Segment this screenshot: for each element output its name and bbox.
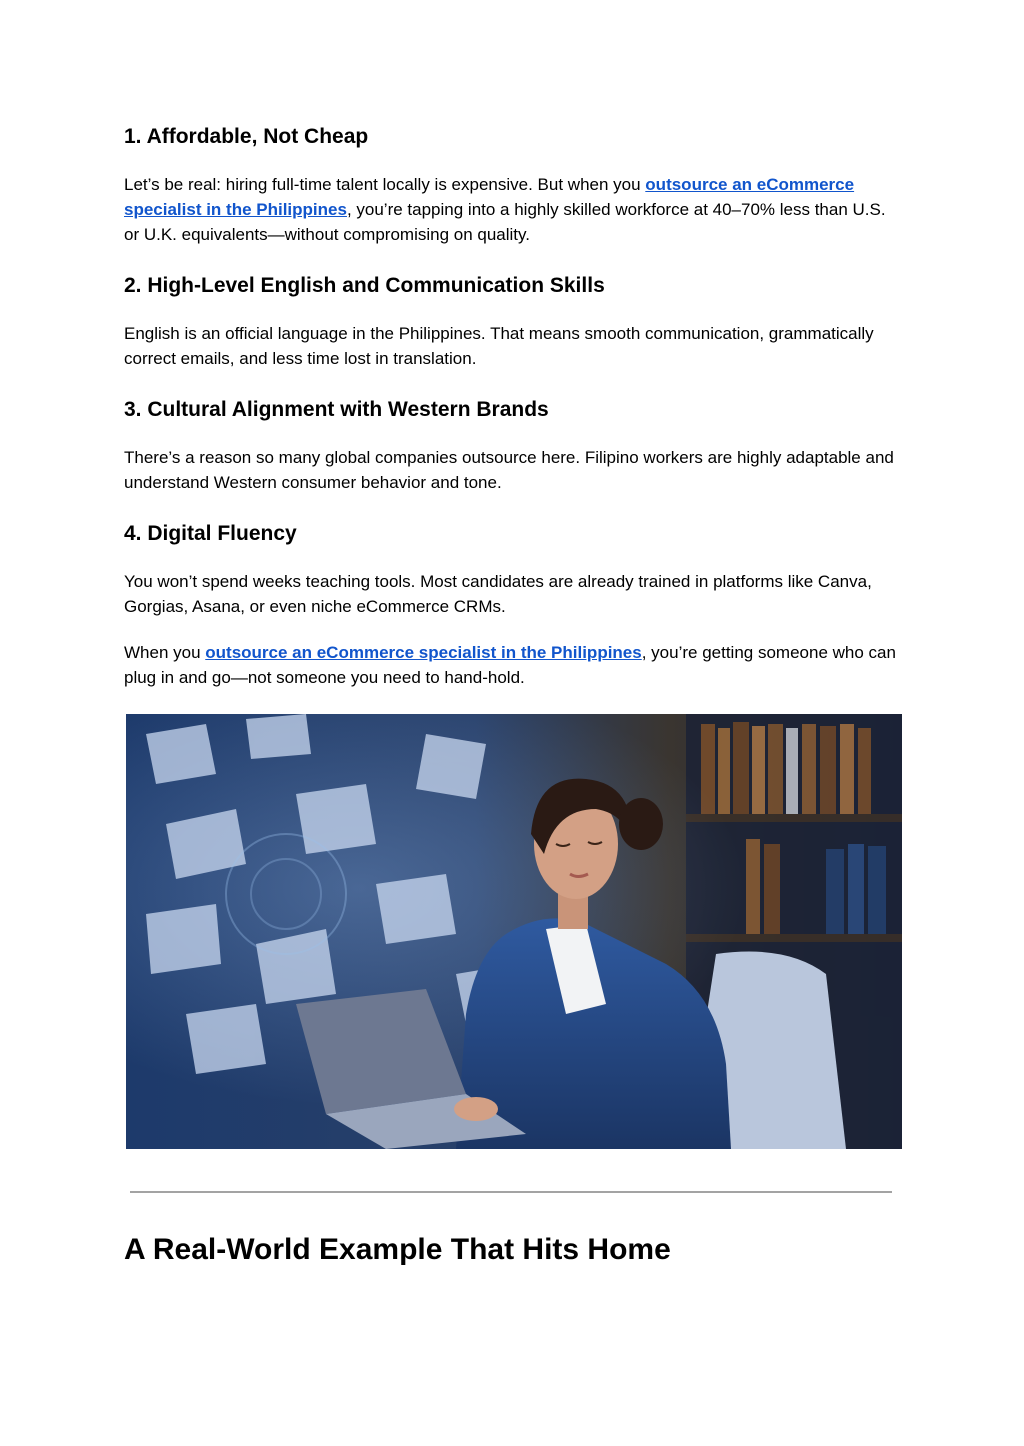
next-section-heading: A Real-World Example That Hits Home xyxy=(124,1233,671,1266)
woman-laptop-photo xyxy=(126,714,902,1149)
followup-text-after: , you’re getting someone who can plug in and go—not someone you need to hand-hold. xyxy=(124,643,896,687)
section-3-body: There’s a reason so many global companies outsource here. Filipino workers are highly adaptable and understand Western consumer behavior and tone. xyxy=(124,448,894,492)
outsource-link-1[interactable]: outsource an eCommerce specialist in the Philippines xyxy=(124,175,855,219)
followup-text-before: When you xyxy=(124,643,206,662)
section-2-heading: 2. High-Level English and Communication Skills xyxy=(124,274,605,297)
outsource-link-2[interactable]: outsource an eCommerce specialist in the Philippines xyxy=(205,643,642,662)
section-1-heading: 1. Affordable, Not Cheap xyxy=(124,125,369,148)
section-2-body: English is an official language in the Philippines. That means smooth communication, grammatically correct emails, and less time lost in translation. xyxy=(124,324,874,368)
section-4-followup xyxy=(124,640,904,690)
section-1-text-after: , you’re tapping into a highly skilled workforce at 40–70% less than U.S. or U.K. equivalents—without compromising on quality. xyxy=(124,200,886,244)
section-1-text-before: Let’s be real: hiring full-time talent locally is expensive. But when you xyxy=(124,175,646,194)
hands xyxy=(454,1097,498,1121)
photo-illustration xyxy=(126,714,902,1149)
section-divider xyxy=(130,1191,892,1193)
section-3-heading: 3. Cultural Alignment with Western Brands xyxy=(124,398,549,421)
section-1-body xyxy=(124,172,904,247)
section-4-body: You won’t spend weeks teaching tools. Most candidates are already trained in platforms like Canva, Gorgias, Asana, or even niche eCommerce CRMs. xyxy=(124,572,872,616)
section-4-heading: 4. Digital Fluency xyxy=(124,522,297,545)
